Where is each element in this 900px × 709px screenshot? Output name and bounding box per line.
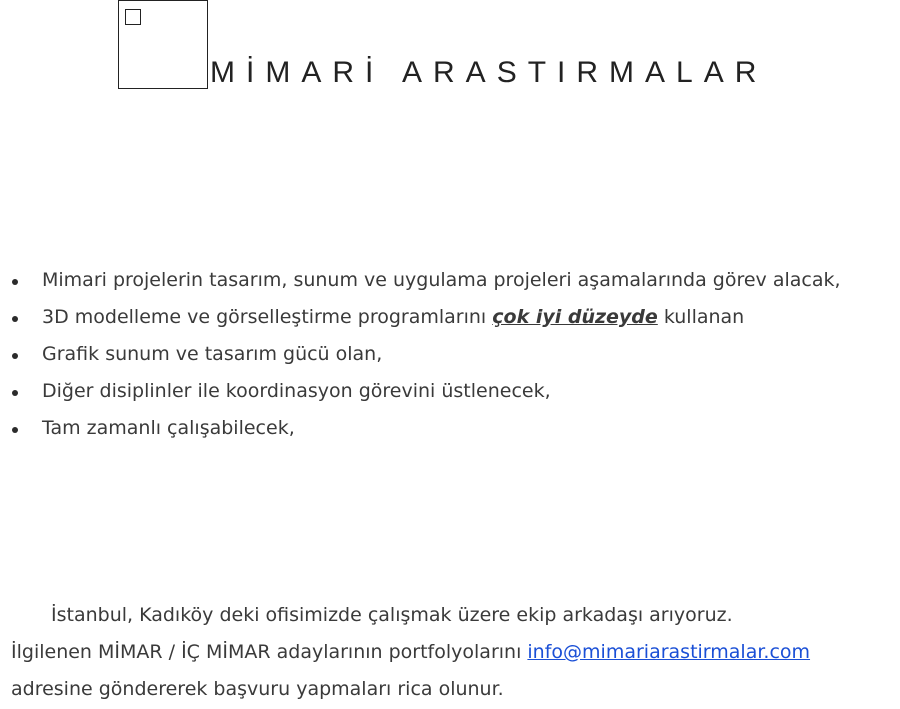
requirement-emphasis: çok iyi düzeyde bbox=[492, 306, 658, 328]
logo-small-square bbox=[125, 9, 141, 25]
list-item bbox=[0, 410, 880, 447]
list-item bbox=[0, 336, 880, 373]
announcement-line-2-text: İlgilenen MİMAR / İÇ MİMAR adaylarının portfolyolarını bbox=[11, 641, 528, 663]
announcement-line-2 bbox=[11, 634, 891, 671]
list-item bbox=[0, 299, 880, 336]
announcement-line-3: adresine göndererek başvuru yapmaları rica olunur. bbox=[11, 678, 504, 700]
list-item bbox=[0, 373, 880, 410]
logo-frame bbox=[118, 0, 208, 89]
requirements-list bbox=[0, 262, 880, 447]
list-item bbox=[0, 262, 880, 299]
requirement-text: Grafik sunum ve tasarım gücü olan, bbox=[42, 343, 383, 365]
announcement-line-1: İstanbul, Kadıköy deki ofisimizde çalışmak üzere ekip arkadaşı arıyoruz. bbox=[51, 604, 733, 626]
requirement-text-before: 3D modelleme ve görselleştirme programlarını bbox=[42, 306, 493, 328]
email-link[interactable]: info@mimariarastirmalar.com bbox=[527, 641, 811, 663]
logo-wordmark: MİMARİ ARASTIRMALAR bbox=[210, 56, 768, 89]
requirement-text: Diğer disiplinler ile koordinasyon görevini üstlenecek, bbox=[42, 380, 551, 402]
requirement-text: Mimari projelerin tasarım, sunum ve uygulama projeleri aşamalarında görev alacak, bbox=[42, 269, 841, 291]
requirement-text-after: kullanan bbox=[657, 306, 745, 328]
requirement-text: Tam zamanlı çalışabilecek, bbox=[42, 417, 295, 439]
